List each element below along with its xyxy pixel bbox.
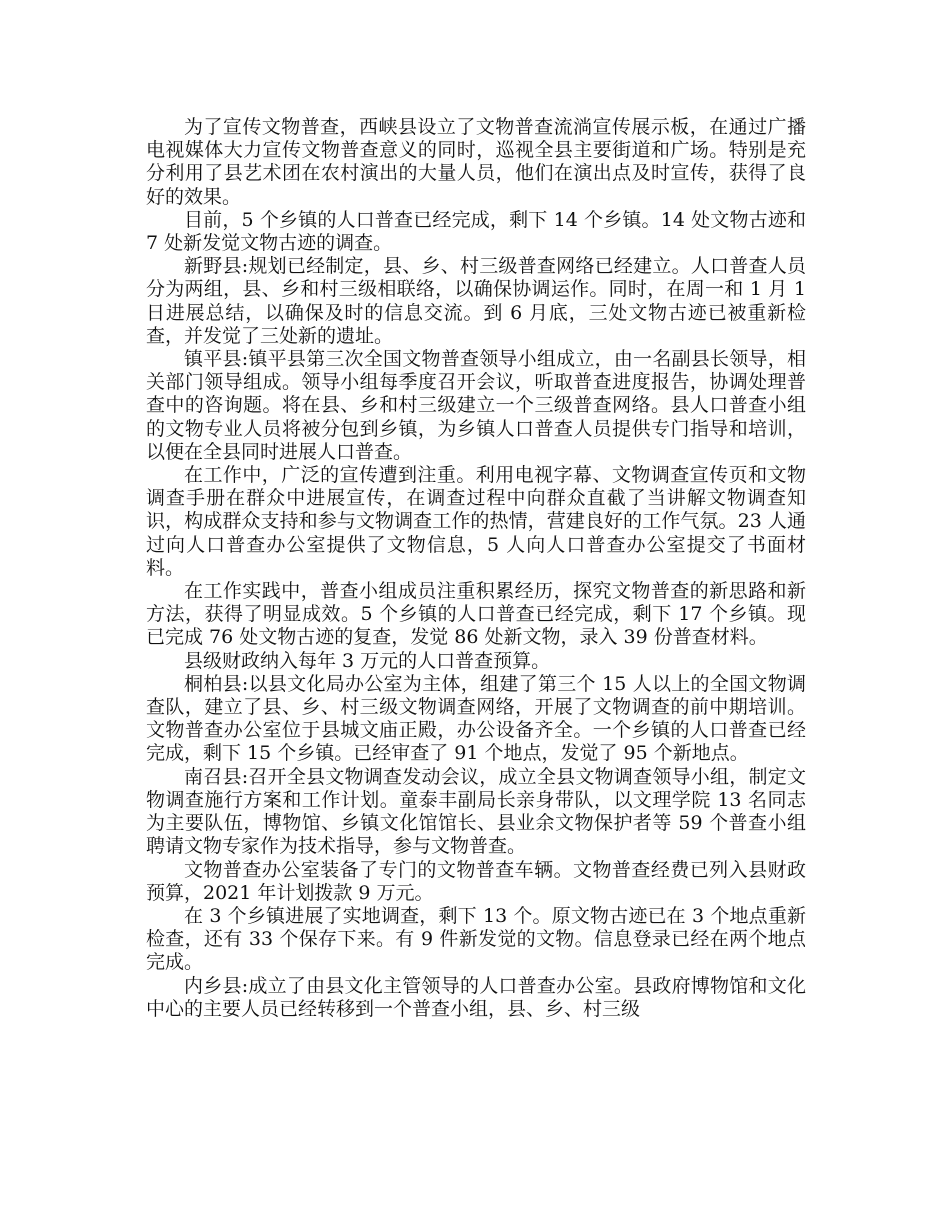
paragraph-5: 在工作中，广泛的宣传遭到注重。利用电视字幕、文物调查宣传页和文物调查手册在群众中进展宣传，在调查过程中向群众直截了当讲解文物调查知识，构成群众支持和参与文物调查工作的热情，营建良好的工作气氛。23 人通过向人口普查办公室提供了文物信息，5 人向人口普查办公室提交了书面材料。	[146, 464, 806, 579]
document-body	[146, 116, 806, 1021]
paragraph-8: 桐柏县:以县文化局办公室为主体，组建了第三个 15 人以上的全国文物调查队，建立了县、乡、村三级文物调查网络，开展了文物调查的前中期培训。文物普查办公室位于县城文庙正殿，办公设备齐全。一个乡镇的人口普查已经完成，剩下 15 个乡镇。已经审查了 91 个地点，发觉了 95 个新地点。	[146, 672, 806, 765]
paragraph-7: 县级财政纳入每年 3 万元的人口普查预算。	[184, 649, 551, 672]
paragraph-4: 镇平县:镇平县第三次全国文物普查领导小组成立，由一名副县长领导，相关部门领导组成。领导小组每季度召开会议，听取普查进度报告，协调处理普查中的咨询题。将在县、乡和村三级建立一个三级普查网络。县人口普查小组的文物专业人员将被分包到乡镇，为乡镇人口普查人员提供专门指导和培训，以便在全县同时进展人口普查。	[146, 348, 806, 463]
paragraph-2: 目前，5 个乡镇的人口普查已经完成，剩下 14 个乡镇。14 处文物古迹和 7 处新发觉文物古迹的调查。	[146, 208, 806, 255]
paragraph-3: 新野县:规划已经制定，县、乡、村三级普查网络已经建立。人口普查人员分为两组，县、乡和村三级相联络，以确保协调运作。同时，在周一和 1 月 1 日进展总结，以确保及时的信息交流。到 6 月底，三处文物古迹已被重新检查，并发觉了三处新的遗址。	[146, 255, 806, 347]
paragraph-6: 在工作实践中，普查小组成员注重积累经历，探究文物普查的新思路和新方法，获得了明显成效。5 个乡镇的人口普查已经完成，剩下 17 个乡镇。现已完成 76 处文物古迹的复查，发觉 86 处新文物，录入 39 份普查材料。	[146, 580, 806, 649]
paragraph-11: 在 3 个乡镇进展了实地调查，剩下 13 个。原文物古迹已在 3 个地点重新检查，还有 33 个保存下来。有 9 件新发觉的文物。信息登录已经在两个地点完成。	[146, 904, 806, 974]
paragraph-12: 内乡县:成立了由县文化主管领导的人口普查办公室。县政府博物馆和文化中心的主要人员已经转移到一个普查小组，县、乡、村三级	[146, 974, 806, 1020]
paragraph-1: 为了宣传文物普查，西峡县设立了文物普查流淌宣传展示板，在通过广播电视媒体大力宣传文物普查意义的同时，巡视全县主要街道和广场。特别是充分利用了县艺术团在农村演出的大量人员，他们在演出点及时宣传，获得了良好的效果。	[146, 116, 806, 208]
paragraph-10: 文物普查办公室装备了专门的文物普查车辆。文物普查经费已列入县财政预算，2021 年计划拨款 9 万元。	[146, 858, 806, 904]
paragraph-9: 南召县:召开全县文物调查发动会议，成立全县文物调查领导小组，制定文物调查施行方案和工作计划。童泰丰副局长亲身带队，以文理学院 13 名同志为主要队伍，博物馆、乡镇文化馆馆长、县业余文物保护者等 59 个普查小组聘请文物专家作为技术指导，参与文物普查。	[146, 765, 806, 858]
